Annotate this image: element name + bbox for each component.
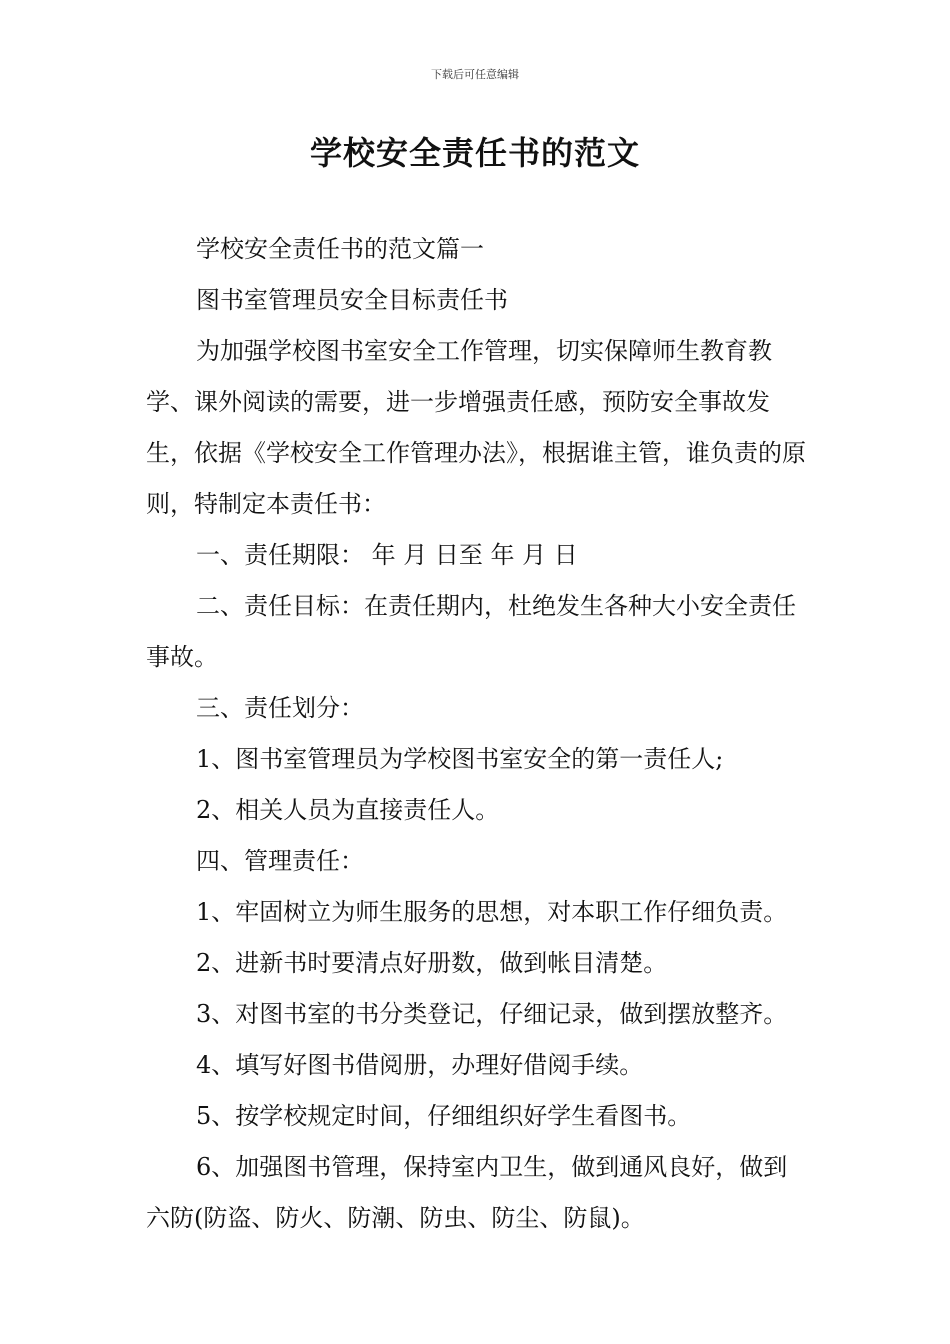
paragraph-management-item: 1、牢固树立为师生服务的思想，对本职工作仔细负责。 xyxy=(196,898,788,926)
paragraph-goal: 二、责任目标：在责任期内，杜绝发生各种大小安全责任事故。 xyxy=(146,592,796,671)
paragraph-term: 一、责任期限： 年 月 日至 年 月 日 xyxy=(196,541,578,569)
document-title: 学校安全责任书的范文 xyxy=(309,134,640,172)
paragraph-management-item: 3、对图书室的书分类登记，仔细记录，做到摆放整齐。 xyxy=(196,1000,788,1028)
paragraph-management-heading: 四、管理责任： xyxy=(196,847,364,875)
paragraph-division-item: 1、图书室管理员为学校图书室安全的第一责任人; xyxy=(196,745,724,773)
document-body xyxy=(146,224,810,1244)
header-note: 下载后可任意编辑 xyxy=(431,68,519,81)
paragraph-management-item: 6、加强图书管理，保持室内卫生，做到通风良好，做到六防(防盗、防火、防潮、防虫、防尘、防鼠)。 xyxy=(146,1153,788,1232)
paragraph-section-heading: 学校安全责任书的范文篇一 xyxy=(196,235,484,263)
paragraph-management-item: 2、进新书时要清点好册数，做到帐目清楚。 xyxy=(196,949,668,977)
paragraph-intro: 为加强学校图书室安全工作管理，切实保障师生教育教学、课外阅读的需要，进一步增强责任感，预防安全事故发生，依据《学校安全工作管理办法》，根据谁主管，谁负责的原则，特制定本责任书： xyxy=(146,337,806,518)
paragraph-division-item: 2、相关人员为直接责任人。 xyxy=(196,796,500,824)
paragraph-management-item: 5、按学校规定时间，仔细组织好学生看图书。 xyxy=(196,1102,692,1130)
paragraph-division-heading: 三、责任划分： xyxy=(196,694,364,722)
paragraph-subtitle: 图书室管理员安全目标责任书 xyxy=(196,286,508,314)
paragraph-management-item: 4、填写好图书借阅册，办理好借阅手续。 xyxy=(196,1051,644,1079)
